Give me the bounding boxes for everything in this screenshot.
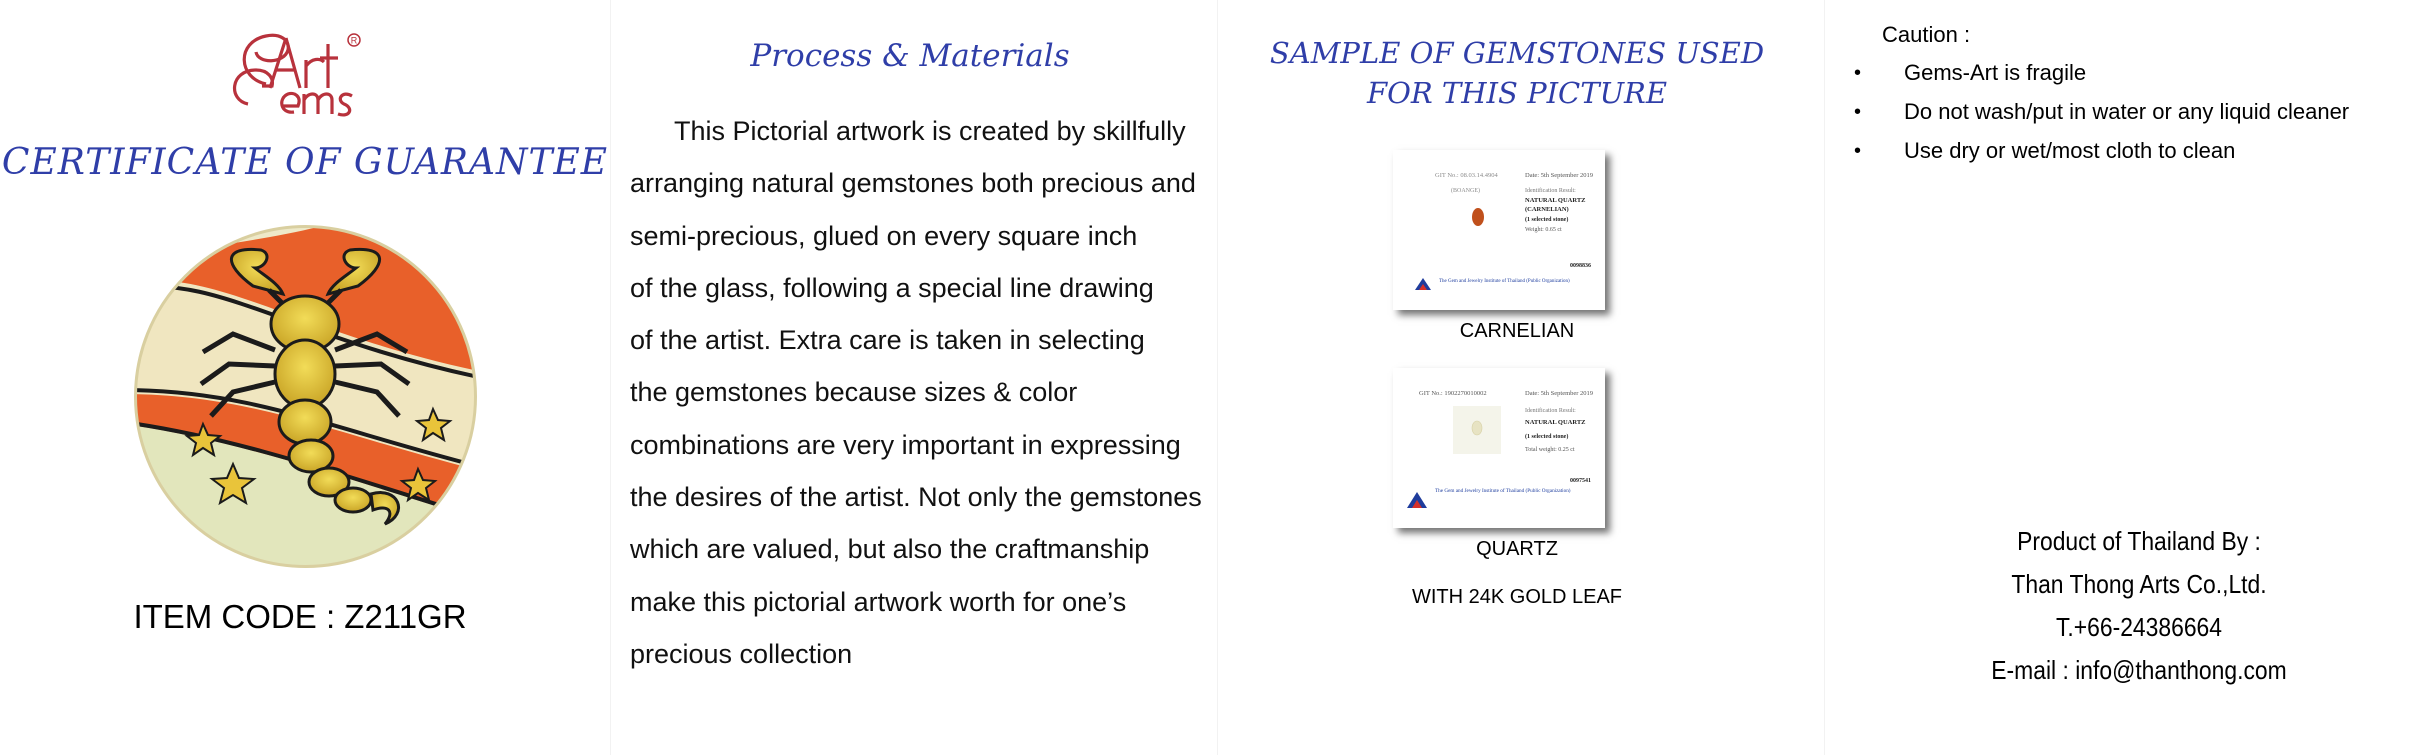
- caution-title: Caution :: [1882, 22, 1971, 47]
- caution-item: [1854, 58, 2349, 97]
- card-stone-name: NATURAL QUARTZ: [1525, 419, 1586, 426]
- card-git-no: GIT No.: 08.03.14.4904: [1435, 172, 1498, 179]
- card-institute: The Gem and Jewelry Institute of Thailand (Public Organization): [1435, 488, 1571, 494]
- process-line: precious collection: [630, 638, 853, 669]
- company-phone: T.+66-24386664: [2055, 612, 2223, 642]
- item-code: ITEM CODE : Z211GR: [133, 598, 467, 635]
- samples-title: [1217, 33, 1817, 113]
- gold-leaf-label: WITH 24K GOLD LEAF: [1411, 586, 1623, 608]
- bullet-icon: •: [1854, 140, 1862, 162]
- bullet-icon: •: [1854, 101, 1862, 123]
- card-git-no: GIT No.: 1902270010002: [1419, 390, 1487, 397]
- carnelian-label: CARNELIAN: [1459, 320, 1575, 342]
- card-institute: The Gem and Jewelry Institute of Thailand (Public Organization): [1439, 279, 1570, 284]
- quartz-label: QUARTZ: [1476, 538, 1558, 560]
- company-email: E-mail : info@thanthong.com: [1991, 655, 2287, 685]
- samples-panel: [1217, 0, 1824, 755]
- caution-item: [1854, 97, 2349, 136]
- certificate-title: CERTIFICATE OF GUARANTEE: [1, 142, 609, 183]
- process-line: semi-precious, glued on every square inch: [630, 220, 1138, 251]
- product-origin: Product of Thailand By :: [2017, 526, 2261, 556]
- card-shape: (BOANGE): [1451, 188, 1480, 194]
- process-line: combinations are very important in expressing: [630, 429, 1181, 460]
- caution-item: [1854, 136, 2349, 175]
- card-result-heading: Identification Result:: [1525, 408, 1576, 414]
- process-panel: [610, 0, 1217, 755]
- gem-photo: [1472, 421, 1482, 435]
- process-line: the gemstones because sizes & color: [630, 377, 1078, 408]
- process-line: the desires of the artist. Not only the gemstones: [630, 482, 1202, 513]
- process-description: [630, 112, 1210, 687]
- card-stone-name: NATURAL QUARTZ: [1525, 197, 1586, 204]
- process-line: of the glass, following a special line drawing: [630, 272, 1154, 303]
- card-stone-variety: (CARNELIAN): [1525, 206, 1569, 213]
- caution-panel: [1824, 0, 2428, 755]
- process-line: arranging natural gemstones both precious and: [630, 168, 1196, 199]
- process-line: make this pictorial artwork worth for one’s: [630, 586, 1127, 617]
- caution-item-text: Use dry or wet/most cloth to clean: [1904, 138, 2236, 163]
- card-weight: Total weight: 0.25 ct: [1525, 447, 1575, 453]
- process-line: This Pictorial artwork is created by skillfully: [674, 116, 1186, 146]
- card-weight: Weight: 0.65 ct: [1525, 227, 1562, 233]
- process-line: which are valued, but also the craftmanship: [630, 534, 1150, 565]
- caution-list: [1854, 58, 2349, 175]
- samples-title-line: FOR THIS PICTURE: [1366, 76, 1668, 110]
- card-serial: 0097541: [1570, 478, 1591, 484]
- card-stone-count: (1 selected stone): [1525, 434, 1569, 440]
- process-line: of the artist. Extra care is taken in selecting: [630, 325, 1145, 356]
- bullet-icon: •: [1854, 62, 1862, 84]
- svg-text:R: R: [350, 35, 358, 46]
- card-stone-count: (1 selected stone): [1525, 217, 1569, 223]
- gem-photo: [1472, 208, 1484, 226]
- product-info: [1862, 520, 2416, 692]
- caution-item-text: Do not wash/put in water or any liquid cleaner: [1904, 99, 2350, 124]
- company-name: Than Thong Arts Co.,Ltd.: [2011, 569, 2267, 599]
- samples-title-line: SAMPLE OF GEMSTONES USED: [1269, 36, 1765, 70]
- scorpion-medallion-image: [133, 224, 478, 569]
- card-result-heading: Identification Result:: [1525, 188, 1576, 194]
- card-date: Date: 5th September 2019: [1525, 172, 1594, 179]
- gem-certificate-card: [1393, 150, 1605, 310]
- card-date: Date: 5th September 2019: [1525, 390, 1594, 397]
- art-gems-logo: [228, 30, 368, 118]
- gem-certificate-card: [1393, 368, 1605, 528]
- card-serial: 0098836: [1570, 263, 1591, 269]
- certificate-panel: [0, 0, 610, 755]
- caution-item-text: Gems-Art is fragile: [1904, 60, 2087, 85]
- process-title: Process & Materials: [750, 38, 1070, 74]
